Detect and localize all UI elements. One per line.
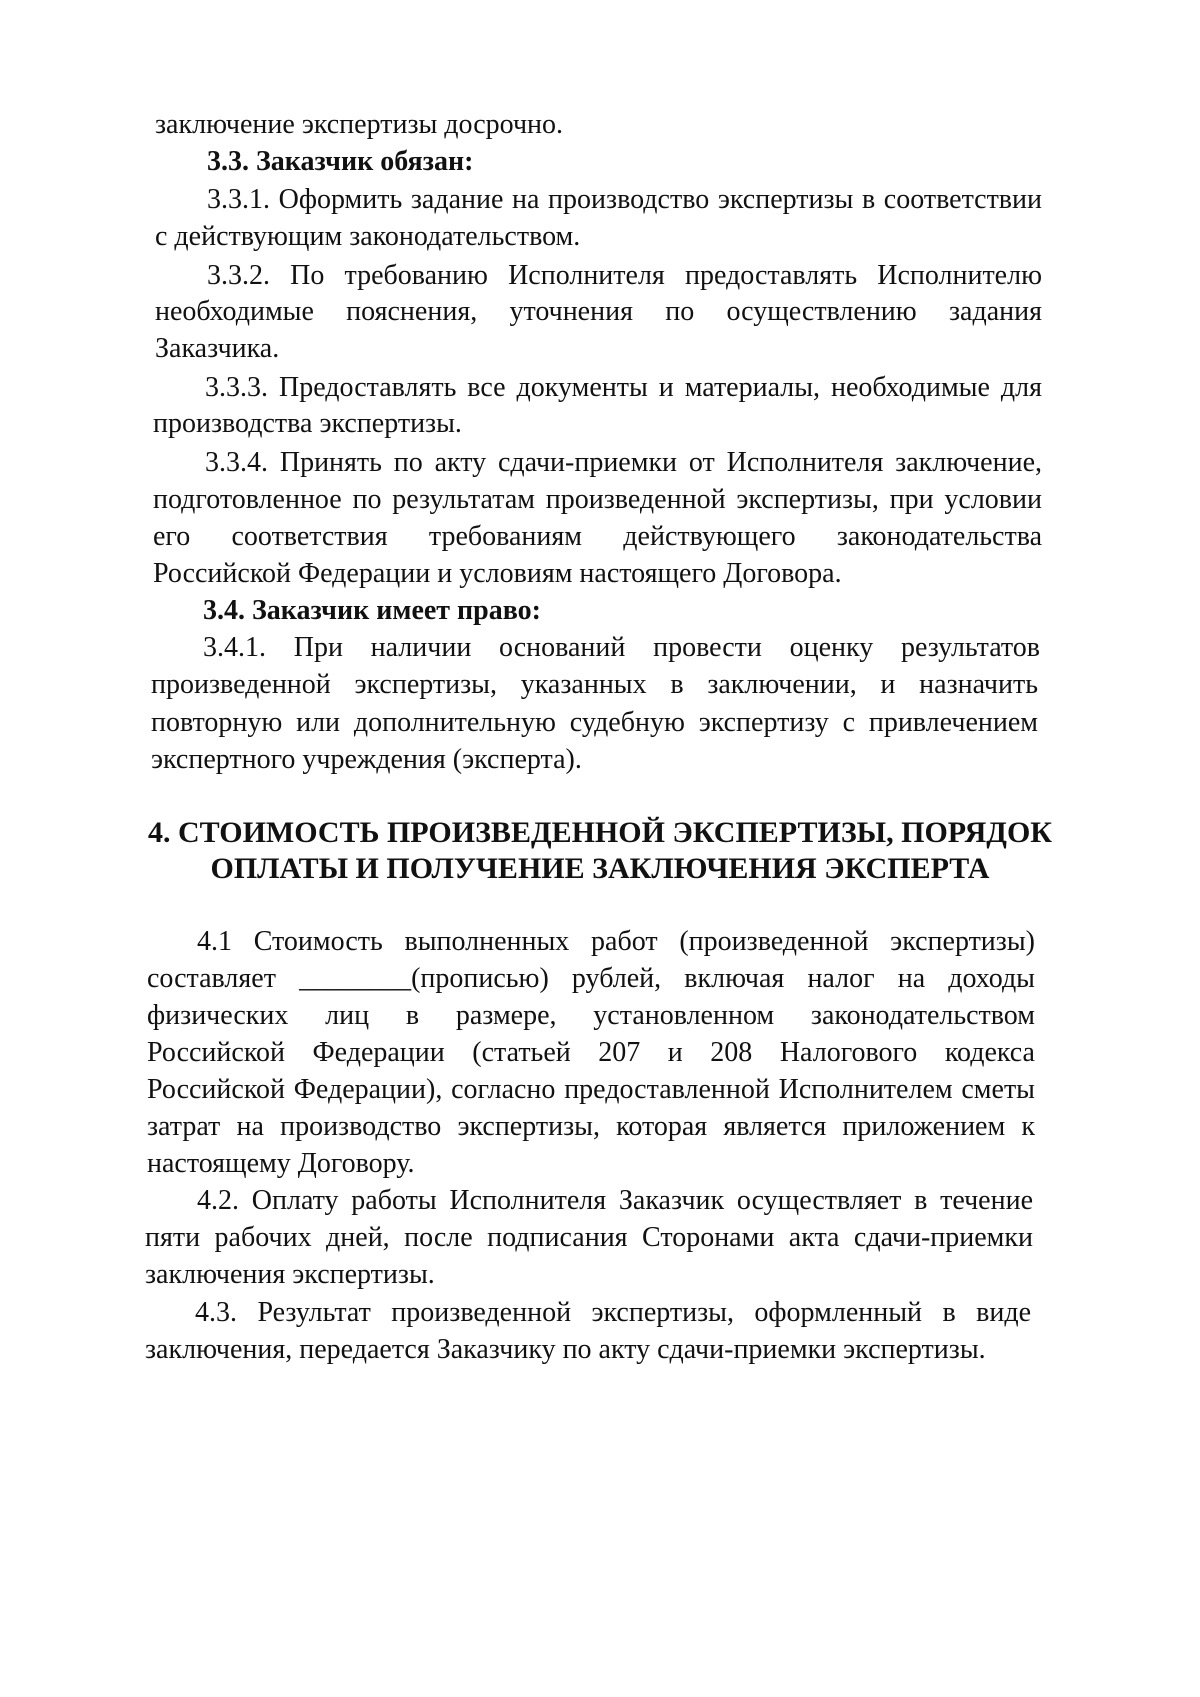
section-title-4-line-2: ОПЛАТЫ И ПОЛУЧЕНИЕ ЗАКЛЮЧЕНИЯ ЭКСПЕРТА	[210, 852, 990, 885]
paragraph-line: производства экспертизы.	[153, 408, 462, 439]
paragraph-line: Российской Федерации (статьей 207 и 208 Налогового кодекса	[147, 1037, 1035, 1068]
paragraph-line: произведенной экспертизы, указанных в заключении, и назначить	[151, 669, 1038, 700]
paragraph-line: Российской Федерации и условиям настоящего Договора.	[153, 558, 842, 589]
paragraph-line: необходимые пояснения, уточнения по осуществлению задания	[155, 296, 1042, 327]
paragraph-line: физических лиц в размере, установленном законодательством	[147, 1000, 1035, 1031]
paragraph-line: заключения, передается Заказчику по акту сдачи-приемки экспертизы.	[145, 1334, 986, 1365]
paragraph-line: 4.3. Результат произведенной экспертизы, оформленный в виде	[195, 1297, 1031, 1328]
paragraph-line: настоящему Договору.	[147, 1148, 415, 1179]
paragraph-line: 3.3.2. По требованию Исполнителя предоставлять Исполнителю	[207, 260, 1042, 291]
paragraph-line: 3.4.1. При наличии оснований провести оценку результатов	[203, 632, 1040, 663]
paragraph-line: затрат на производство экспертизы, которая является приложением к	[147, 1111, 1035, 1142]
paragraph-line: пяти рабочих дней, после подписания Сторонами акта сдачи-приемки	[145, 1222, 1033, 1253]
paragraph-line: повторную или дополнительную судебную экспертизу с привлечением	[151, 707, 1038, 738]
paragraph-line: заключение экспертизы досрочно.	[155, 109, 564, 140]
paragraph-line: 3.3.3. Предоставлять все документы и материалы, необходимые для	[205, 372, 1042, 403]
paragraph-line: составляет ________(прописью) рублей, включая налог на доходы	[147, 963, 1035, 994]
paragraph-line: подготовленное по результатам произведенной экспертизы, при условии	[153, 484, 1042, 515]
paragraph-line: 3.3.1. Оформить задание на производство экспертизы в соответствии	[207, 184, 1042, 215]
paragraph-line: 4.1 Стоимость выполненных работ (произведенной экспертизы)	[197, 926, 1035, 957]
paragraph-line: заключения экспертизы.	[145, 1259, 435, 1290]
paragraph-line: 3.3.4. Принять по акту сдачи-приемки от Исполнителя заключение,	[205, 447, 1042, 478]
paragraph-line: Российской Федерации), согласно предоставленной Исполнителем сметы	[147, 1074, 1035, 1105]
section-heading-3-3: 3.3. Заказчик обязан:	[207, 146, 474, 177]
paragraph-line: 4.2. Оплату работы Исполнителя Заказчик осуществляет в течение	[197, 1185, 1033, 1216]
paragraph-line: экспертного учреждения (эксперта).	[151, 744, 582, 775]
section-title-4-line-1: 4. СТОИМОСТЬ ПРОИЗВЕДЕННОЙ ЭКСПЕРТИЗЫ, ПОРЯДОК	[147, 816, 1053, 849]
paragraph-line: с действующим законодательством.	[155, 221, 581, 252]
paragraph-line: его соответствия требованиям действующего законодательства	[153, 521, 1042, 552]
paragraph-line: Заказчика.	[155, 333, 280, 364]
section-heading-3-4: 3.4. Заказчик имеет право:	[203, 595, 542, 626]
